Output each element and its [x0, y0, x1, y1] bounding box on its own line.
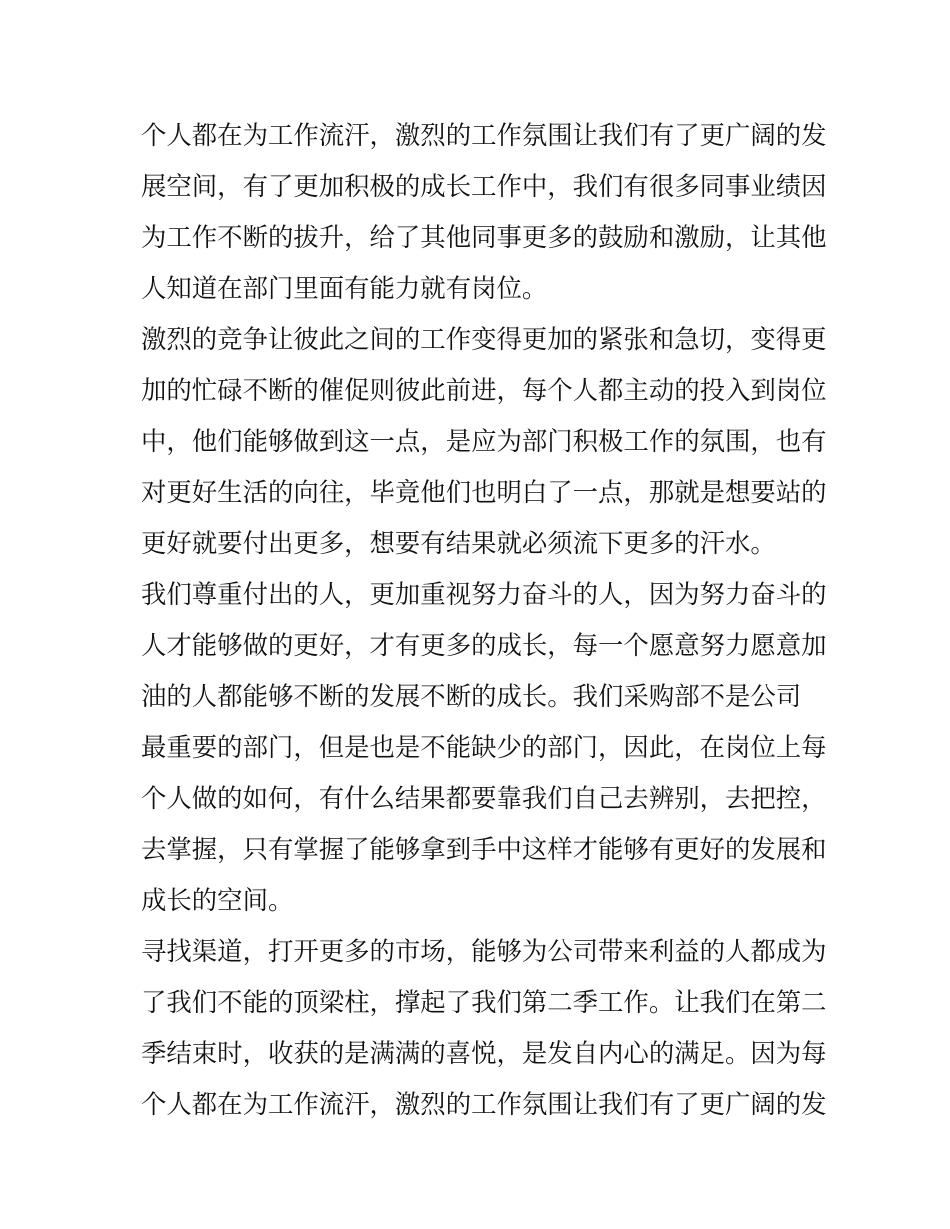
text-line-14: 个人做的如何，有什么结果都要靠我们自己去辨别，去把控，	[141, 783, 827, 813]
text-line-9: 更好就要付出更多，想要有结果就必须流下更多的汗水。	[141, 528, 776, 558]
text-line-5: 激烈的竞争让彼此之间的工作变得更加的紧张和急切，变得更	[141, 324, 827, 354]
text-line-7: 中，他们能够做到这一点，是应为部门积极工作的氛围，也有	[141, 426, 827, 456]
text-line-19: 季结束时，收获的是满满的喜悦，是发自内心的满足。因为每	[141, 1038, 827, 1068]
text-line-17: 寻找渠道，打开更多的市场，能够为公司带来利益的人都成为	[141, 936, 827, 966]
text-line-3: 为工作不断的拔升，给了其他同事更多的鼓励和激励，让其他	[141, 222, 827, 252]
document-body	[141, 110, 831, 1130]
text-line-2: 展空间，有了更加积极的成长工作中，我们有很多同事业绩因	[141, 171, 827, 201]
text-line-8: 对更好生活的向往，毕竟他们也明白了一点，那就是想要站的	[141, 477, 827, 507]
text-line-6: 加的忙碌不断的催促则彼此前进，每个人都主动的投入到岗位	[141, 375, 827, 405]
text-line-18: 了我们不能的顶梁柱，撑起了我们第二季工作。让我们在第二	[141, 987, 827, 1017]
text-line-1: 个人都在为工作流汗，激烈的工作氛围让我们有了更广阔的发	[141, 120, 827, 150]
text-line-4: 人知道在部门里面有能力就有岗位。	[141, 273, 548, 303]
text-line-15: 去掌握，只有掌握了能够拿到手中这样才能够有更好的发展和	[141, 834, 827, 864]
text-line-20: 个人都在为工作流汗，激烈的工作氛围让我们有了更广阔的发	[141, 1089, 827, 1119]
text-line-10: 我们尊重付出的人，更加重视努力奋斗的人，因为努力奋斗的	[141, 579, 827, 609]
text-line-11: 人才能够做的更好，才有更多的成长，每一个愿意努力愿意加	[141, 630, 827, 660]
text-line-16: 成长的空间。	[141, 885, 294, 915]
text-line-12: 油的人都能够不断的发展不断的成长。我们采购部不是公司	[141, 681, 802, 711]
text-line-13: 最重要的部门，但是也是不能缺少的部门，因此，在岗位上每	[141, 732, 827, 762]
